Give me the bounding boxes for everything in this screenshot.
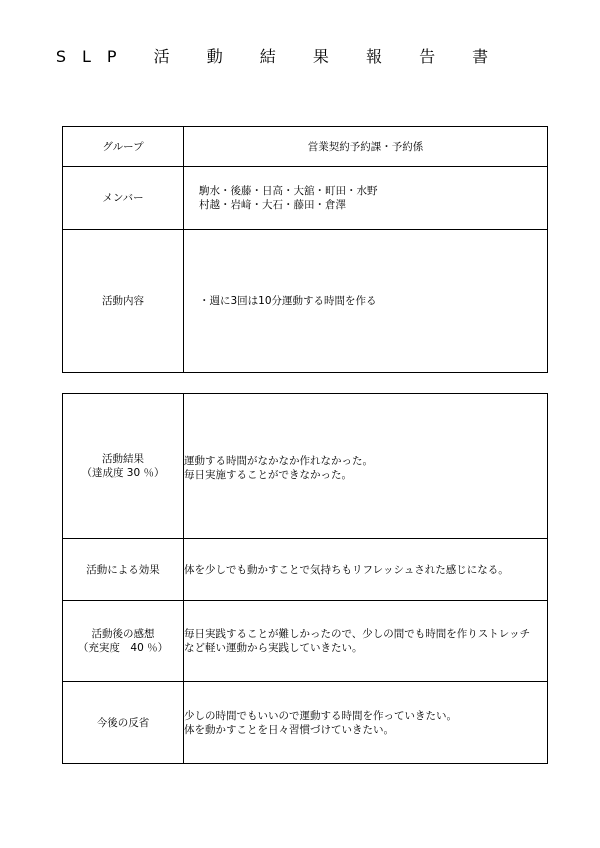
reflection-row: [63, 682, 548, 764]
members-line: 村越・岩﨑・大石・藤田・倉澤: [199, 199, 346, 211]
reflection-value: [184, 682, 548, 764]
result-line: 運動する時間がなかなか作れなかった。: [184, 455, 373, 467]
activity-value: ・週に3回は10分運動する時間を作る: [184, 230, 548, 373]
reflection-line: 体を動かすことを日々習慣づけていきたい。: [184, 723, 394, 736]
effect-row: [63, 539, 548, 601]
page-title: SLP 活 動 結 果 報 告 書: [55, 47, 505, 66]
result-label-line: 活動結果: [102, 453, 144, 465]
reflection-line: 少しの時間でもいいので運動する時間を作っていきたい。: [184, 709, 457, 722]
result-table: [62, 393, 548, 764]
result-value: [184, 394, 548, 539]
activity-label: 活動内容: [63, 230, 184, 373]
result-label: [63, 394, 184, 539]
impression-line: など軽い運動から実践していきたい。: [184, 642, 363, 654]
group-value: 営業契約予約課・予約係: [184, 127, 548, 167]
impression-label-line: 活動後の感想: [91, 628, 155, 640]
fulfillment-rate: （充実度 40 ％）: [77, 642, 169, 654]
achievement-rate: （達成度 30 ％）: [81, 467, 165, 479]
result-line: 毎日実施することができなかった。: [184, 469, 352, 481]
group-label: グループ: [63, 127, 184, 167]
impression-label: [63, 601, 184, 682]
members-row: [63, 167, 548, 230]
impression-value: [184, 601, 548, 682]
effect-label: 活動による効果: [63, 539, 184, 601]
reflection-label: 今後の反省: [63, 682, 184, 764]
members-value: [184, 167, 548, 230]
group-row: [63, 127, 548, 167]
members-label: メンバー: [63, 167, 184, 230]
impression-line: 毎日実践することが難しかったので、少しの間でも時間を作りストレッチ: [184, 628, 531, 640]
result-row: [63, 394, 548, 539]
effect-value: 体を少しでも動かすことで気持ちもリフレッシュされた感じになる。: [184, 539, 548, 601]
impression-row: [63, 601, 548, 682]
activity-row: [63, 230, 548, 373]
group-info-table: [62, 126, 548, 373]
members-line: 駒水・後藤・日高・大舘・町田・水野: [199, 185, 378, 197]
